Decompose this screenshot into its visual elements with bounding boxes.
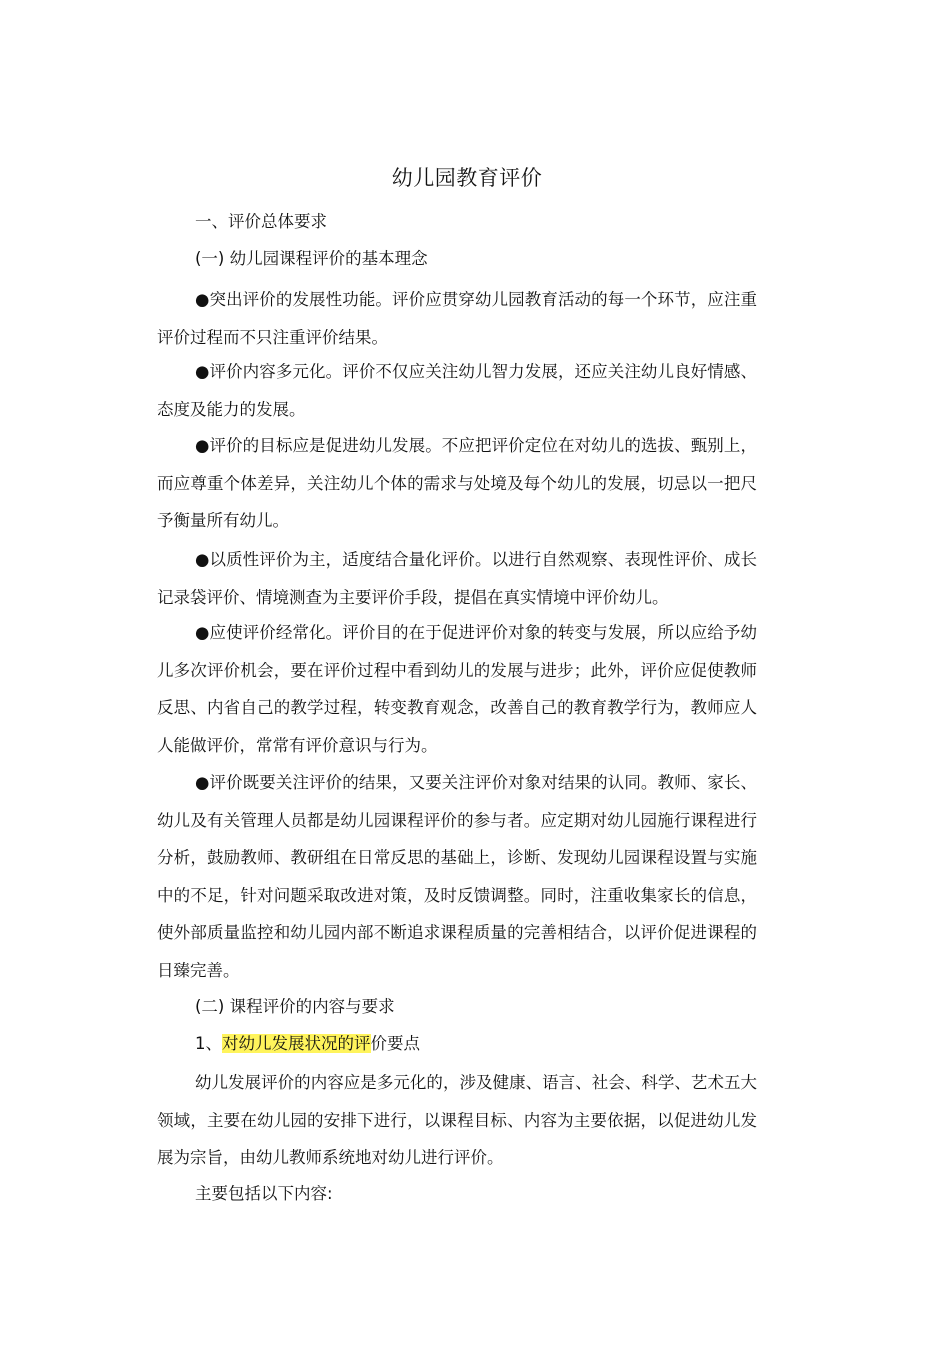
list-item-heading (195, 1029, 795, 1059)
paragraph: ●评价既要关注评价的结果，又要关注评价对象对结果的认同。教师、家长、幼儿及有关管理人员都是幼儿园课程评价的参与者。应定期对幼儿园施行课程进行分析，鼓励教师、教研组在日常反思的基础上，诊断、发现幼儿园课程设置与实施中的不足，针对问题采取改进对策，及时反馈调整。同时，注重收集家长的信息，使外部质量监控和幼儿园内部不断追求课程质量的完善相结合，以评价促进课程的日臻完善。 (157, 773, 757, 980)
subsection-heading: (一) 幼儿园课程评价的基本理念 (195, 249, 428, 268)
section-heading: 一、评价总体要求 (195, 212, 327, 231)
closing-line: 主要包括以下内容: (195, 1184, 333, 1203)
highlighted-text: 对幼儿发展状况的评 (222, 1034, 371, 1053)
paragraph: ●评价内容多元化。评价不仅应关注幼儿智力发展，还应关注幼儿良好情感、态度及能力的发展。 (157, 362, 757, 419)
paragraph: ●评价的目标应是促进幼儿发展。不应把评价定位在对幼儿的选拔、甄别上，而应尊重个体差异，关注幼儿个体的需求与处境及每个幼儿的发展，切忌以一把尺予衡量所有幼儿。 (157, 436, 757, 530)
paragraph: ●突出评价的发展性功能。评价应贯穿幼儿园教育活动的每一个环节，应注重评价过程而不只注重评价结果。 (157, 290, 757, 347)
paragraph: ●以质性评价为主，适度结合量化评价。以进行自然观察、表现性评价、成长记录袋评价、情境测查为主要评价手段，提倡在真实情境中评价幼儿。 (157, 550, 757, 607)
subsection-heading: (二) 课程评价的内容与要求 (195, 997, 395, 1016)
list-item-number: 1、 (195, 1034, 222, 1053)
document-title: 幼儿园教育评价 (391, 166, 543, 190)
paragraph: ●应使评价经常化。评价目的在于促进评价对象的转变与发展，所以应给予幼儿多次评价机会，要在评价过程中看到幼儿的发展与进步；此外，评价应促使教师反思、内省自己的教学过程，转变教育观念，改善自己的教育教学行为，教师应人人能做评价，常常有评价意识与行为。 (157, 623, 757, 755)
list-item-text: 价要点 (370, 1034, 420, 1053)
paragraph: 幼儿发展评价的内容应是多元化的，涉及健康、语言、社会、科学、艺术五大领域，主要在幼儿园的安排下进行，以课程目标、内容为主要依据，以促进幼儿发展为宗旨，由幼儿教师系统地对幼儿进行评价。 (157, 1073, 757, 1167)
